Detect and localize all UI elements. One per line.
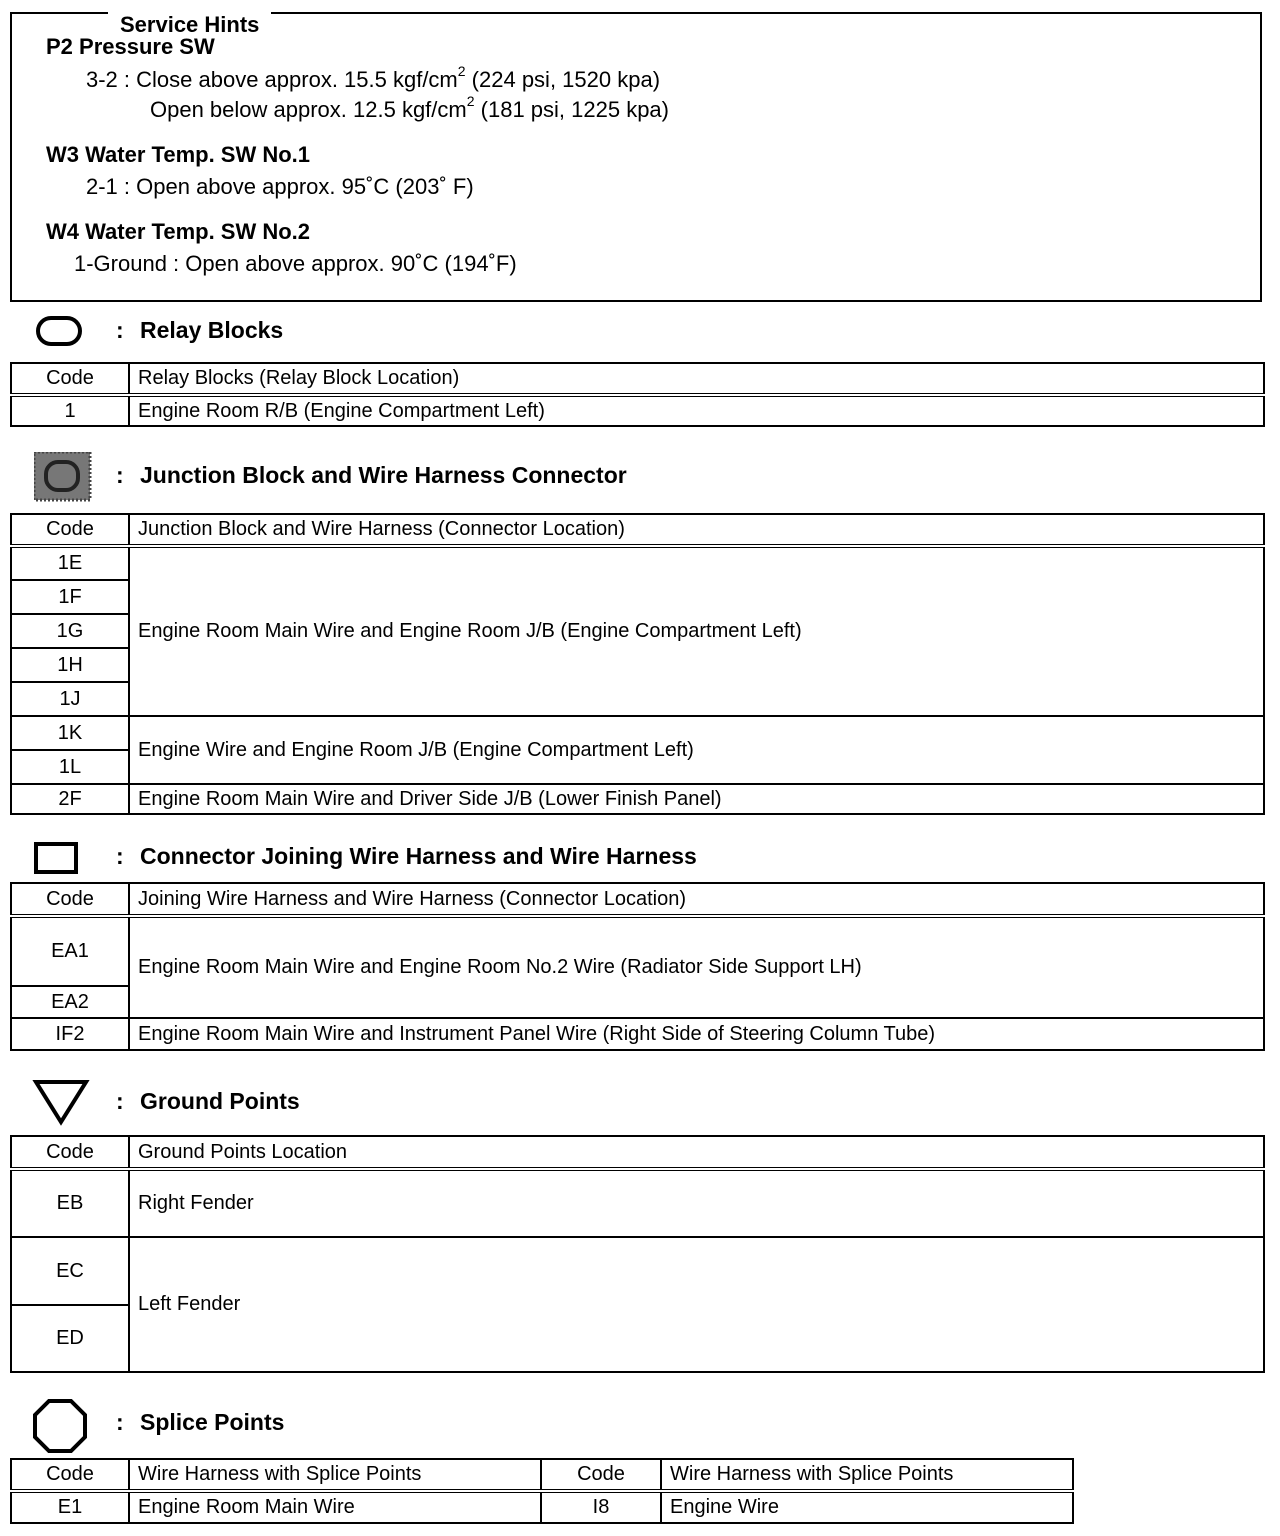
code-cell: 1K	[11, 716, 129, 750]
connector-square-icon	[34, 842, 80, 876]
header-desc: Junction Block and Wire Harness (Connector Location)	[129, 514, 1264, 546]
code-cell: 2F	[11, 784, 129, 814]
header-code: Code	[11, 1459, 129, 1491]
table-header-row	[11, 514, 1264, 546]
code-cell-2: I8	[541, 1491, 661, 1523]
desc-cell-2: Engine Wire	[661, 1491, 1073, 1523]
hint-heading-w4: W4 Water Temp. SW No.2	[46, 219, 311, 244]
splice-colon: :	[116, 1409, 124, 1435]
header-desc: Relay Blocks (Relay Block Location)	[129, 363, 1264, 395]
header-desc: Joining Wire Harness and Wire Harness (Connector Location)	[129, 883, 1264, 916]
service-hints-box	[10, 12, 1262, 302]
code-cell: EB	[11, 1169, 129, 1237]
header-code: Code	[11, 1136, 129, 1169]
table-header-row	[11, 363, 1264, 395]
header-desc: Ground Points Location	[129, 1136, 1264, 1169]
junction-section-title: Junction Block and Wire Harness Connector	[140, 462, 627, 488]
code-cell: 1H	[11, 648, 129, 682]
header-code-2: Code	[541, 1459, 661, 1491]
code-cell: 1L	[11, 750, 129, 784]
hint-line-w3: 2-1 : Open above approx. 95˚C (203˚ F)	[86, 174, 474, 199]
table-row	[11, 916, 1264, 986]
splice-table	[10, 1458, 1074, 1524]
relay-block-icon	[36, 316, 84, 348]
splice-section-title: Splice Points	[140, 1409, 285, 1435]
splice-octagon-icon	[32, 1398, 88, 1454]
relay-table	[10, 362, 1265, 427]
code-cell: 1F	[11, 580, 129, 614]
desc-cell: Engine Room Main Wire and Engine Room No.2 Wire (Radiator Side Support LH)	[129, 916, 1264, 1018]
code-cell: EA2	[11, 986, 129, 1018]
connector-colon: :	[116, 843, 124, 869]
desc-cell: Left Fender	[129, 1237, 1264, 1372]
junction-table	[10, 513, 1265, 815]
ground-colon: :	[116, 1088, 124, 1114]
hint-line-w4: 1-Ground : Open above approx. 90˚C (194˚F)	[74, 251, 517, 276]
code-cell: 1G	[11, 614, 129, 648]
desc-cell: Engine Room Main Wire and Driver Side J/B (Lower Finish Panel)	[129, 784, 1264, 814]
header-code: Code	[11, 883, 129, 916]
code-cell: E1	[11, 1491, 129, 1523]
table-row	[11, 1018, 1264, 1050]
desc-cell: Right Fender	[129, 1169, 1264, 1237]
code-cell: IF2	[11, 1018, 129, 1050]
desc-cell: Engine Room Main Wire and Instrument Panel Wire (Right Side of Steering Column Tube)	[129, 1018, 1264, 1050]
table-row	[11, 1491, 1073, 1523]
table-row	[11, 546, 1264, 580]
header-code: Code	[11, 363, 129, 395]
desc-cell: Engine Wire and Engine Room J/B (Engine Compartment Left)	[129, 716, 1264, 784]
table-header-row	[11, 1136, 1264, 1169]
table-header-row	[11, 883, 1264, 916]
relay-colon: :	[116, 317, 124, 343]
code-cell: 1J	[11, 682, 129, 716]
table-row	[11, 784, 1264, 814]
header-code: Code	[11, 514, 129, 546]
table-row	[11, 716, 1264, 750]
desc-cell: Engine Room R/B (Engine Compartment Left)	[129, 395, 1264, 426]
table-row	[11, 395, 1264, 426]
ground-section-title: Ground Points	[140, 1088, 300, 1114]
relay-section-title: Relay Blocks	[140, 317, 284, 343]
connector-section-title: Connector Joining Wire Harness and Wire Harness	[140, 843, 697, 869]
code-cell: 1	[11, 395, 129, 426]
hint-line-p2-open: Open below approx. 12.5 kgf/$cm^2$ (181 psi, 1225 kpa)	[150, 93, 669, 122]
hint-heading-w3: W3 Water Temp. SW No.1	[46, 142, 311, 167]
table-header-row	[11, 1459, 1073, 1491]
junction-block-icon	[34, 452, 92, 502]
junction-colon: :	[116, 462, 124, 488]
code-cell: EC	[11, 1237, 129, 1305]
hint-heading-p2: P2 Pressure SW	[46, 34, 215, 59]
hint-line-p2-close: 3-2 : Close above approx. 15.5 kgf/$cm^2$ (224 psi, 1520 kpa)	[86, 63, 661, 92]
table-row	[11, 1237, 1264, 1305]
code-cell: ED	[11, 1305, 129, 1372]
code-cell: EA1	[11, 916, 129, 986]
header-desc: Wire Harness with Splice Points	[129, 1459, 541, 1491]
ground-table	[10, 1135, 1265, 1373]
desc-cell: Engine Room Main Wire and Engine Room J/B (Engine Compartment Left)	[129, 546, 1264, 716]
code-cell: 1E	[11, 546, 129, 580]
desc-cell: Engine Room Main Wire	[129, 1491, 541, 1523]
ground-triangle-icon	[32, 1078, 90, 1126]
table-row	[11, 1169, 1264, 1237]
header-desc-2: Wire Harness with Splice Points	[661, 1459, 1073, 1491]
connector-table	[10, 882, 1265, 1051]
service-hints-title: Service Hints	[108, 12, 271, 38]
